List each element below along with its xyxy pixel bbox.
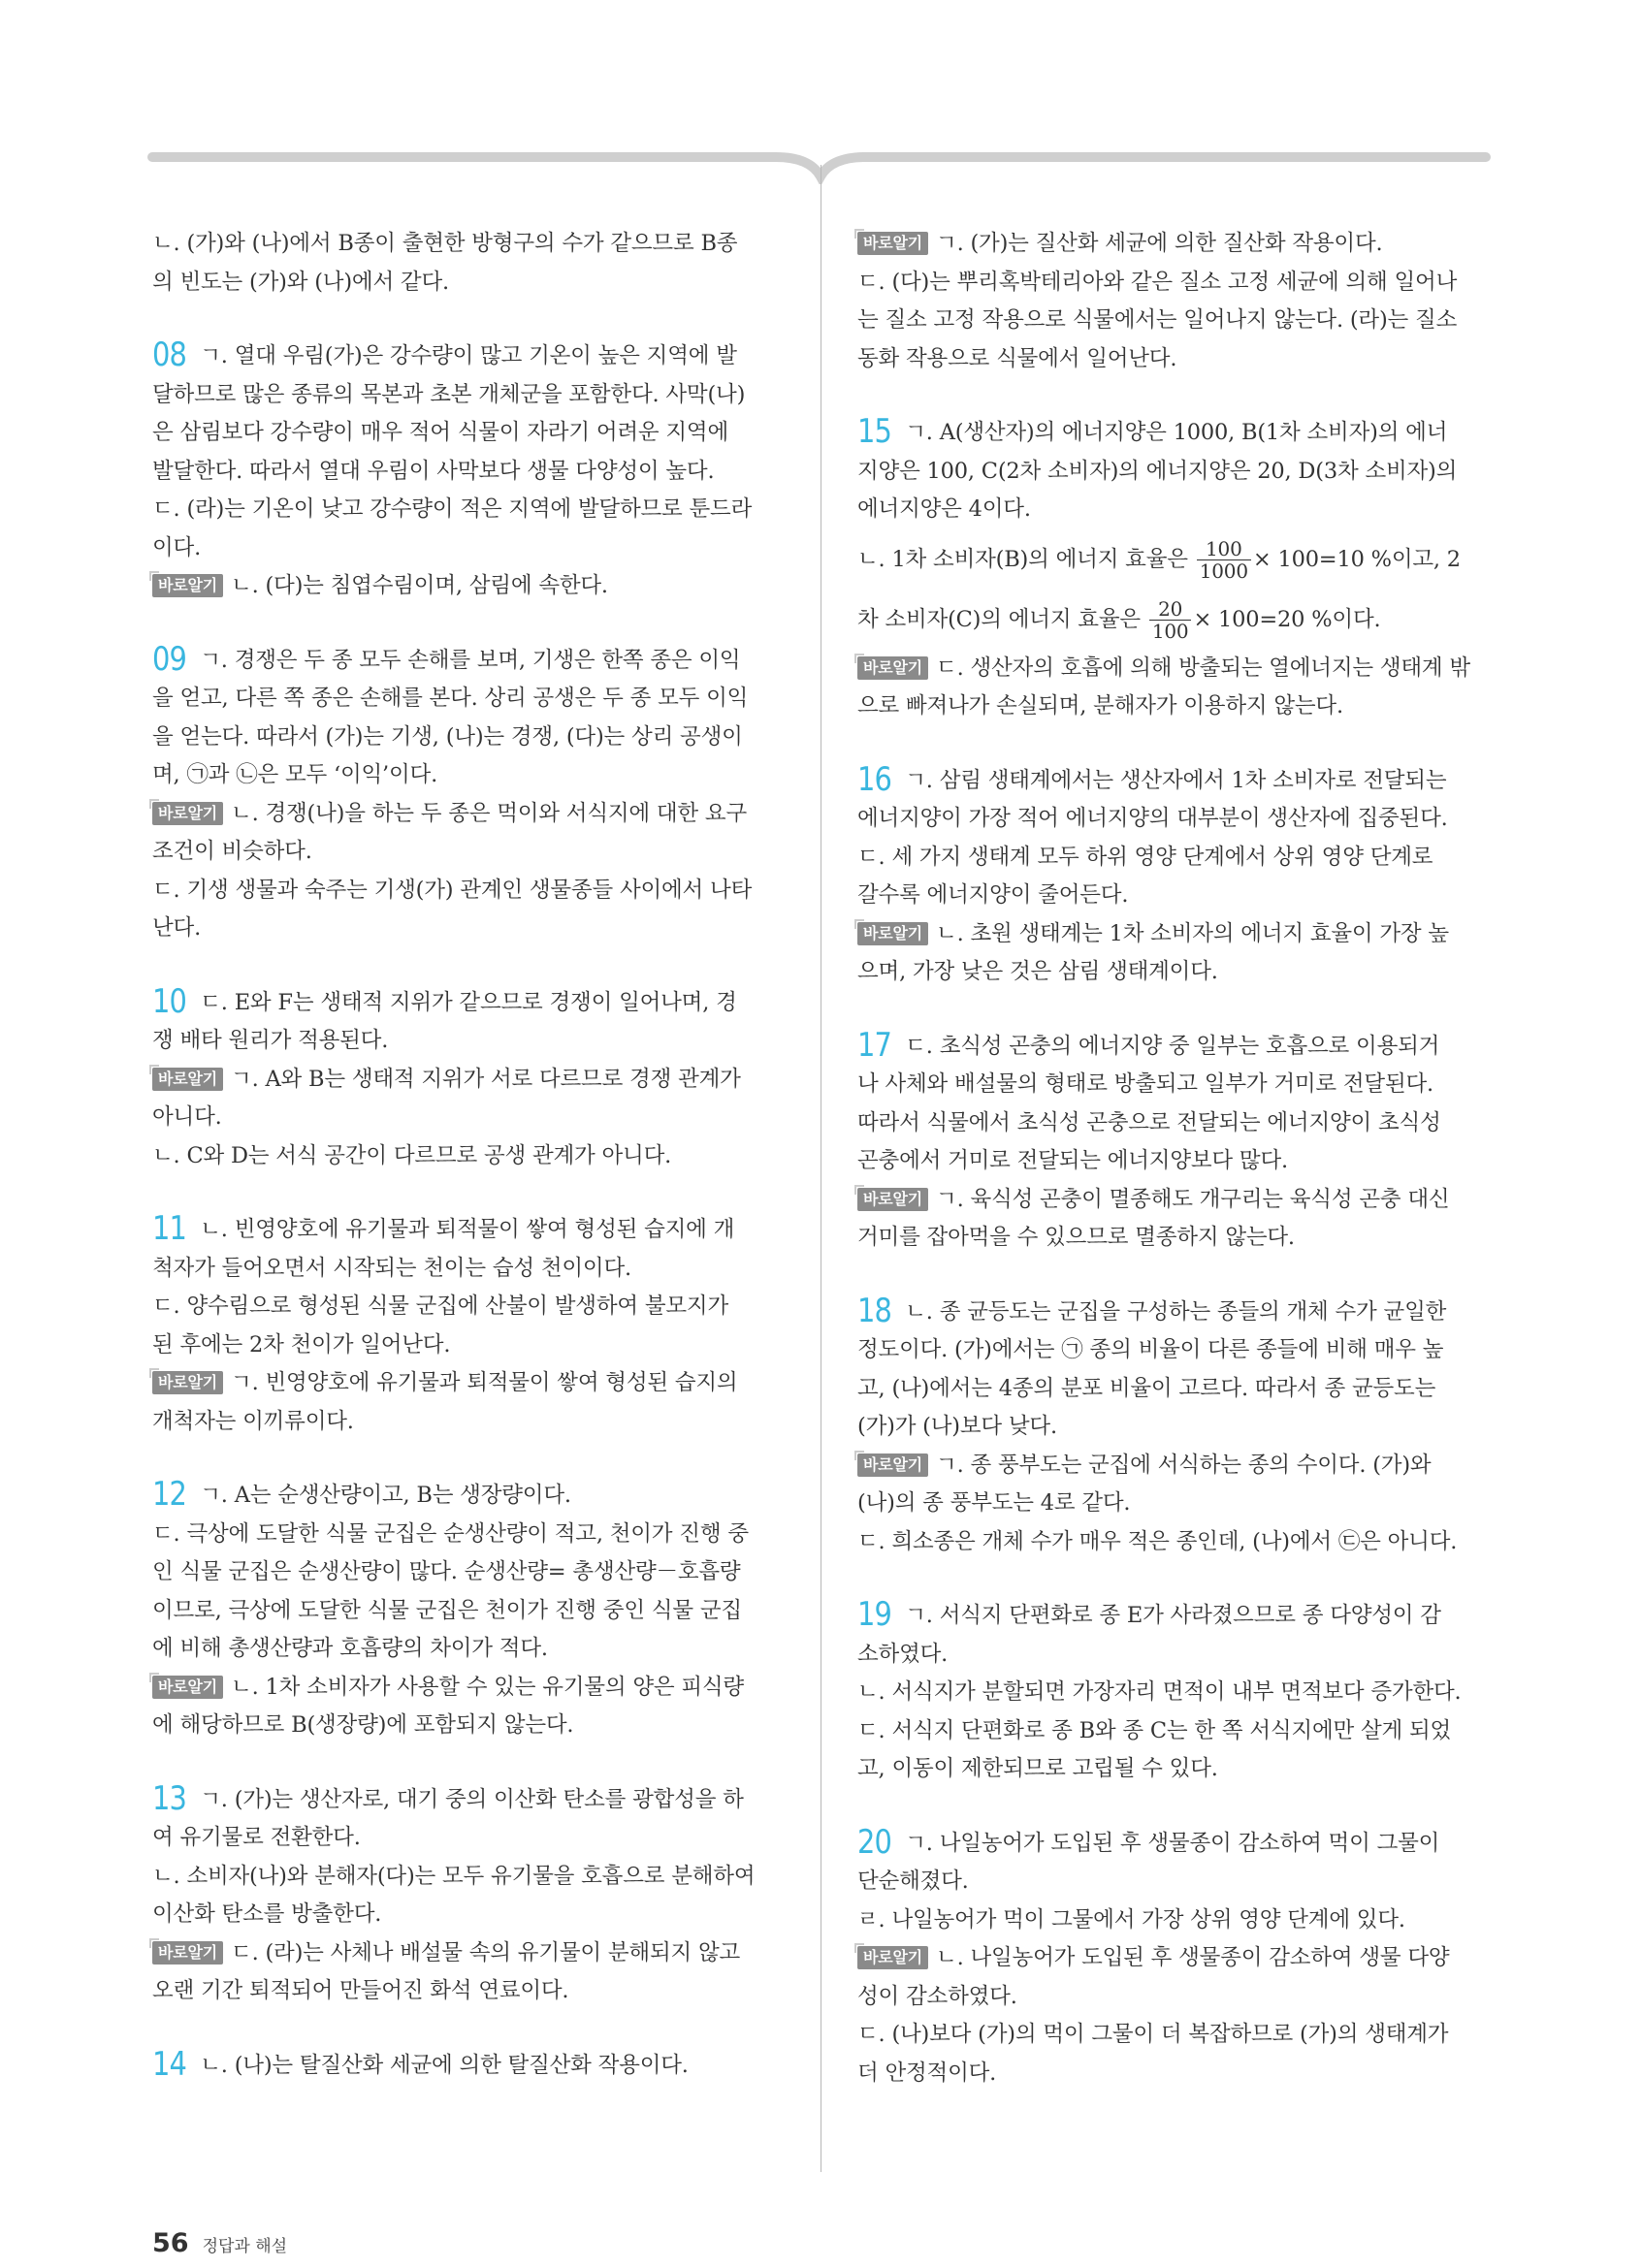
text-line xyxy=(152,1858,769,1897)
answer-entry xyxy=(857,761,1474,992)
line-text: 에너지양은 4이다. xyxy=(857,496,1031,522)
line-text: 오랜 기간 퇴적되어 만들어진 화석 연료이다. xyxy=(152,1978,569,2003)
question-number: 12 xyxy=(152,1475,187,1514)
text-line xyxy=(857,1523,1474,1562)
line-text: ㄱ. 열대 우림(가)은 강수량이 많고 기온이 높은 지역에 발 xyxy=(200,343,737,368)
text-line xyxy=(152,719,769,757)
question-number: 16 xyxy=(857,759,892,799)
line-text: 의 빈도는 (가)와 (나)에서 같다. xyxy=(152,269,449,295)
text-line xyxy=(857,1104,1474,1143)
line-text: ㄷ. (나)보다 (가)의 먹이 그물이 더 복잡하므로 (가)의 생태계가 xyxy=(857,2022,1449,2047)
text-line xyxy=(152,680,769,719)
line-text: 에 비해 총생산량과 호흡량의 차이가 적다. xyxy=(152,1636,548,1661)
question-number: 11 xyxy=(152,1209,187,1248)
text-line xyxy=(152,225,769,264)
line-text: ㄴ. 빈영양호에 유기물과 퇴적물이 쌓여 형성된 습지에 개 xyxy=(200,1217,735,1242)
text-line xyxy=(152,1137,769,1176)
line-text: 동화 작용으로 식물에서 일어난다. xyxy=(857,345,1177,371)
text-line xyxy=(152,1819,769,1858)
answer-entry xyxy=(152,1476,769,1745)
correction-badge: 바로알기 xyxy=(857,922,928,945)
correction-badge: 바로알기 xyxy=(857,1946,928,1969)
question-number: 19 xyxy=(857,1595,892,1634)
line-text: ㄷ. 초식성 곤충의 에너지양 중 일부는 호흡으로 이용되거 xyxy=(905,1033,1440,1059)
question-number: 08 xyxy=(152,335,187,374)
text-line xyxy=(152,983,769,1023)
question-number: 14 xyxy=(152,2044,187,2084)
line-text: 에너지양이 가장 적어 에너지양의 대부분이 생산자에 집중된다. xyxy=(857,806,1448,831)
text-line xyxy=(152,1476,769,1516)
line-text: 을 얻고, 다른 쪽 종은 손해를 본다. 상리 공생은 두 종 모두 이익 xyxy=(152,686,749,711)
text-line xyxy=(152,1516,769,1554)
answer-entry xyxy=(857,413,1474,726)
line-text: 정도이다. (가)에서는 ㉠ 종의 비율이 다른 종들에 비해 매우 높 xyxy=(857,1337,1444,1362)
line-text: ㄱ. A(생산자)의 에너지양은 1000, B(1차 소비자)의 에너 xyxy=(905,420,1448,445)
fraction xyxy=(1197,538,1251,582)
line-text: ㄱ. 빈영양호에 유기물과 퇴적물이 쌓여 형성된 습지의 xyxy=(231,1370,738,1395)
line-text: ㄷ. (다)는 뿌리혹박테리아와 같은 질소 고정 세균에 의해 일어나 xyxy=(857,269,1458,295)
line-text: ㄴ. (가)와 (나)에서 B종이 출현한 방형구의 수가 같으므로 B종 xyxy=(152,231,738,256)
text-line xyxy=(857,302,1474,340)
question-number: 09 xyxy=(152,639,187,679)
text-line xyxy=(152,756,769,795)
line-text: 성이 감소하였다. xyxy=(857,1983,1017,2009)
correction-badge: 바로알기 xyxy=(857,1453,928,1477)
answer-entry xyxy=(857,1293,1474,1562)
correction-badge: 바로알기 xyxy=(152,574,223,597)
line-text: ㄹ. 나일농어가 먹이 그물에서 가장 상위 영양 단계에 있다. xyxy=(857,1906,1405,1933)
line-text: 단순해졌다. xyxy=(857,1869,969,1894)
line-text: 을 얻는다. 따라서 (가)는 기생, (나)는 경쟁, (다)는 상리 공생이 xyxy=(152,723,743,750)
line-text: ㄷ. 기생 생물과 숙주는 기생(가) 관계인 생물종들 사이에서 나타 xyxy=(152,877,753,903)
answer-entry xyxy=(152,225,769,302)
answer-entry xyxy=(857,1596,1474,1789)
right-column xyxy=(857,225,1474,2127)
line-text: ㄴ. 소비자(나)와 분해자(다)는 모두 유기물을 호흡으로 분해하여 xyxy=(152,1863,756,1889)
text-line xyxy=(857,1596,1474,1636)
line-text: (가)가 (나)보다 낮다. xyxy=(857,1414,1057,1439)
line-text: ㄷ. E와 F는 생태적 지위가 같으므로 경쟁이 일어나며, 경 xyxy=(200,989,737,1015)
answer-entry xyxy=(857,225,1474,378)
line-text: ㄷ. 생산자의 호흡에 의해 방출되는 열에너지는 생태계 밖 xyxy=(936,655,1470,681)
line-text: 조건이 비슷하다. xyxy=(152,839,312,864)
text-line xyxy=(857,1293,1474,1332)
line-text: 개척자는 이끼류이다. xyxy=(152,1408,354,1434)
text-line xyxy=(857,1824,1474,1864)
correction-badge: 바로알기 xyxy=(857,232,928,255)
text-line xyxy=(857,1142,1474,1181)
line-text: ㄷ. 세 가지 생태계 모두 하위 영양 단계에서 상위 영양 단계로 xyxy=(857,844,1433,870)
line-text: ㄱ. A는 순생산량이고, B는 생장량이다. xyxy=(200,1483,571,1508)
line-text: ㄴ. 초원 생태계는 1차 소비자의 에너지 효율이 가장 높 xyxy=(936,920,1449,946)
answer-entry xyxy=(152,336,769,606)
answer-entry xyxy=(152,2046,769,2086)
question-number: 20 xyxy=(857,1822,892,1862)
text-line xyxy=(152,833,769,872)
text-line xyxy=(152,1061,769,1100)
text-line xyxy=(857,453,1474,492)
line-text: ㄱ. (가)는 생산자로, 대기 중의 이산화 탄소를 광합성을 하 xyxy=(200,1786,744,1812)
fraction-denominator: 100 xyxy=(1151,620,1189,643)
text-line xyxy=(152,1707,769,1745)
line-text: 은 삼림보다 강수량이 매우 적어 식물이 자라기 어려운 지역에 xyxy=(152,420,728,445)
text-line xyxy=(857,839,1474,878)
fraction-numerator: 20 xyxy=(1149,598,1192,621)
text-line xyxy=(152,1403,769,1442)
text-line xyxy=(152,414,769,453)
question-number: 17 xyxy=(857,1025,892,1065)
line-text: (나)의 종 풍부도는 4로 같다. xyxy=(857,1490,1131,1516)
text-line xyxy=(857,877,1474,915)
left-column xyxy=(152,225,769,2120)
text-line xyxy=(152,2046,769,2086)
text-line xyxy=(857,2016,1474,2055)
line-text: 고, 이동이 제한되므로 고립될 수 있다. xyxy=(857,1756,1218,1781)
text-line xyxy=(857,1447,1474,1485)
answer-entry xyxy=(152,1210,769,1441)
text-line xyxy=(152,1364,769,1403)
line-text: 곤충에서 거미로 전달되는 에너지양보다 많다. xyxy=(857,1148,1288,1173)
line-text: 아니다. xyxy=(152,1104,222,1130)
fraction-numerator: 100 xyxy=(1197,538,1251,560)
text-line xyxy=(152,1592,769,1631)
answer-entry xyxy=(857,1824,1474,2093)
text-line xyxy=(857,953,1474,992)
line-text: ㄴ. 종 균등도는 군집을 구성하는 종들의 개체 수가 균일한 xyxy=(905,1298,1447,1325)
line-text: ㄴ. 서식지가 분할되면 가장자리 면적이 내부 면적보다 증가한다. xyxy=(857,1679,1462,1705)
text-line xyxy=(857,1219,1474,1258)
line-text: 인 식물 군집은 순생산량이 많다. 순생산량= 총생산량－호흡량 xyxy=(152,1559,741,1584)
text-line xyxy=(152,1210,769,1250)
line-text: 에 해당하므로 B(생장량)에 포함되지 않는다. xyxy=(152,1712,574,1738)
line-text: 으며, 가장 낮은 것은 삼림 생태계이다. xyxy=(857,959,1218,984)
line-text: ㄷ. 희소종은 개체 수가 매우 적은 종인데, (나)에서 ㉢은 아니다. xyxy=(857,1528,1458,1554)
text-line xyxy=(152,1099,769,1137)
text-line xyxy=(152,795,769,834)
page-header-decoration xyxy=(0,0,1642,184)
line-text: 쟁 배타 원리가 적용된다. xyxy=(152,1028,389,1053)
text-line xyxy=(857,340,1474,379)
line-text: 소하였다. xyxy=(857,1641,949,1667)
page-footer xyxy=(152,2228,287,2258)
answer-entry xyxy=(152,983,769,1176)
text-line xyxy=(152,376,769,415)
text-line xyxy=(152,529,769,568)
correction-badge: 바로알기 xyxy=(152,1676,223,1699)
text-line xyxy=(152,872,769,910)
line-text: 이다. xyxy=(152,534,202,560)
line-text: ㄷ. 서식지 단편화로 종 B와 종 C는 한 쪽 서식지에만 살게 되었 xyxy=(857,1717,1452,1743)
text-line xyxy=(857,1939,1474,1978)
line-text: 이산화 탄소를 방출한다. xyxy=(152,1901,382,1927)
line-text: 나 사체와 배설물의 형태로 방출되고 일부가 거미로 전달된다. xyxy=(857,1071,1433,1097)
line-text: ㄷ. (라)는 기온이 낮고 강수량이 적은 지역에 발달하므로 툰드라 xyxy=(152,496,753,522)
text-line xyxy=(857,761,1474,801)
line-text: ㄷ. 극상에 도달한 식물 군집은 순생산량이 적고, 천이가 진행 중 xyxy=(152,1520,749,1547)
line-text: ㄱ. 종 풍부도는 군집에 서식하는 종의 수이다. (가)와 xyxy=(936,1452,1432,1478)
question-number: 10 xyxy=(152,981,187,1021)
line-text: ㄱ. (가)는 질산화 세균에 의한 질산화 작용이다. xyxy=(936,231,1383,256)
line-text: ㄴ. 나일농어가 도입된 후 생물종이 감소하여 생물 다양 xyxy=(936,1945,1450,1970)
text-line xyxy=(857,590,1474,650)
text-line xyxy=(857,413,1474,453)
text-line xyxy=(857,800,1474,839)
text-line xyxy=(152,491,769,529)
answer-entry xyxy=(857,1027,1474,1258)
line-text: 여 유기물로 전환한다. xyxy=(152,1825,361,1850)
text-line xyxy=(857,1863,1474,1901)
line-text: ㄱ. 삼림 생태계에서는 생산자에서 1차 소비자로 전달되는 xyxy=(905,767,1447,793)
text-line xyxy=(857,1485,1474,1523)
text-line xyxy=(857,225,1474,264)
line-text: 더 안정적이다. xyxy=(857,2060,997,2086)
line-text: 으로 빠져나가 손실되며, 분해자가 이용하지 않는다. xyxy=(857,693,1343,719)
text-line xyxy=(152,1022,769,1061)
text-line xyxy=(152,264,769,303)
text-line xyxy=(857,1712,1474,1751)
text-line xyxy=(152,1288,769,1326)
line-text: ㄱ. A와 B는 생태적 지위가 서로 다르므로 경쟁 관계가 xyxy=(231,1066,741,1092)
text-line xyxy=(152,1630,769,1669)
line-text: ㄴ. (나)는 탈질산화 세균에 의한 탈질산화 작용이다. xyxy=(200,2052,689,2078)
text-line xyxy=(857,1978,1474,2017)
line-text: 된 후에는 2차 천이가 일어난다. xyxy=(152,1331,451,1358)
text-line xyxy=(857,264,1474,303)
text-line xyxy=(857,1331,1474,1370)
line-text: 며, ㉠과 ㉡은 모두 ‘이익’이다. xyxy=(152,762,438,787)
text-line xyxy=(152,910,769,948)
formula-prefix: 차 소비자(C)의 에너지 효율은 xyxy=(857,606,1147,632)
line-text: 발달한다. 따라서 열대 우림이 사막보다 생물 다양성이 높다. xyxy=(152,458,715,484)
answer-entry xyxy=(152,641,769,948)
text-line xyxy=(152,1553,769,1592)
line-text: 지양은 100, C(2차 소비자)의 에너지양은 20, D(3차 소비자)의 xyxy=(857,458,1458,484)
text-line xyxy=(857,650,1474,688)
line-text: ㄷ. (라)는 사체나 배설물 속의 유기물이 분해되지 않고 xyxy=(231,1939,741,1965)
line-text: ㄴ. 경쟁(나)을 하는 두 종은 먹이와 서식지에 대한 요구 xyxy=(231,800,747,826)
text-line xyxy=(152,1972,769,2011)
formula-prefix: ㄴ. 1차 소비자(B)의 에너지 효율은 xyxy=(857,546,1195,572)
formula-suffix: × 100=10 %이고, 2 xyxy=(1252,546,1461,572)
text-line xyxy=(857,491,1474,529)
text-line xyxy=(152,1250,769,1289)
line-text: 따라서 식물에서 초식성 곤충으로 전달되는 에너지양이 초식성 xyxy=(857,1109,1441,1135)
text-line xyxy=(857,1370,1474,1409)
line-text: ㄴ. (다)는 침엽수림이며, 삼림에 속한다. xyxy=(231,573,608,598)
text-line xyxy=(857,1181,1474,1220)
correction-badge: 바로알기 xyxy=(152,1941,223,1965)
line-text: ㄱ. 경쟁은 두 종 모두 손해를 보며, 기생은 한쪽 종은 이익 xyxy=(200,647,741,673)
line-text: 달하므로 많은 종류의 목본과 초본 개체군을 포함한다. 사막(나) xyxy=(152,381,746,407)
correction-badge: 바로알기 xyxy=(152,1068,223,1091)
text-line xyxy=(857,915,1474,954)
line-text: ㄴ. 1차 소비자가 사용할 수 있는 유기물의 양은 피식량 xyxy=(231,1674,744,1700)
text-line xyxy=(857,529,1474,590)
text-line xyxy=(857,1901,1474,1940)
line-text: 난다. xyxy=(152,915,202,941)
line-text: 고, (나)에서는 4종의 분포 비율이 고르다. 따라서 종 균등도는 xyxy=(857,1375,1436,1401)
question-number: 13 xyxy=(152,1778,187,1818)
question-number: 18 xyxy=(857,1291,892,1330)
text-line xyxy=(857,1408,1474,1447)
line-text: 척자가 들어오면서 시작되는 천이는 습성 천이이다. xyxy=(152,1255,631,1281)
text-line xyxy=(152,1326,769,1365)
line-text: ㄱ. 육식성 곤충이 멸종해도 개구리는 육식성 곤충 대신 xyxy=(936,1186,1450,1212)
formula-suffix: × 100=20 %이다. xyxy=(1193,606,1381,632)
page-footer-label: 정답과 해설 xyxy=(202,2237,288,2256)
text-line xyxy=(857,1027,1474,1067)
text-line xyxy=(152,1669,769,1708)
text-line xyxy=(857,1066,1474,1104)
correction-badge: 바로알기 xyxy=(152,1371,223,1394)
correction-badge: 바로알기 xyxy=(857,1188,928,1211)
line-text: 이므로, 극상에 도달한 식물 군집은 천이가 진행 중인 식물 군집 xyxy=(152,1597,742,1623)
question-number: 15 xyxy=(857,412,892,451)
page-number: 56 xyxy=(152,2228,189,2258)
fraction-denominator: 1000 xyxy=(1199,559,1248,583)
text-line xyxy=(152,1780,769,1820)
text-line xyxy=(857,1750,1474,1789)
text-line xyxy=(857,687,1474,726)
correction-badge: 바로알기 xyxy=(857,656,928,680)
line-text: 갈수록 에너지양이 줄어든다. xyxy=(857,882,1129,908)
text-line xyxy=(857,1674,1474,1712)
text-line xyxy=(857,1636,1474,1675)
line-text: ㄱ. 서식지 단편화로 종 E가 사라졌으므로 종 다양성이 감 xyxy=(905,1603,1441,1628)
text-line xyxy=(152,1934,769,1973)
correction-badge: 바로알기 xyxy=(152,802,223,825)
fraction xyxy=(1149,598,1192,642)
text-line xyxy=(152,641,769,681)
text-line xyxy=(152,567,769,606)
line-text: ㄴ. C와 D는 서식 공간이 다르므로 공생 관계가 아니다. xyxy=(152,1142,672,1168)
text-line xyxy=(152,1896,769,1934)
line-text: 거미를 잡아먹을 수 있으므로 멸종하지 않는다. xyxy=(857,1225,1295,1250)
line-text: ㄷ. 양수림으로 형성된 식물 군집에 산불이 발생하여 불모지가 xyxy=(152,1294,728,1319)
line-text: 는 질소 고정 작용으로 식물에서는 일어나지 않는다. (라)는 질소 xyxy=(857,307,1458,333)
answer-entry xyxy=(152,1780,769,2011)
text-line xyxy=(857,2055,1474,2093)
line-text: ㄱ. 나일농어가 도입된 후 생물종이 감소하여 먹이 그물이 xyxy=(905,1830,1440,1856)
text-line xyxy=(152,336,769,376)
text-line xyxy=(152,453,769,492)
